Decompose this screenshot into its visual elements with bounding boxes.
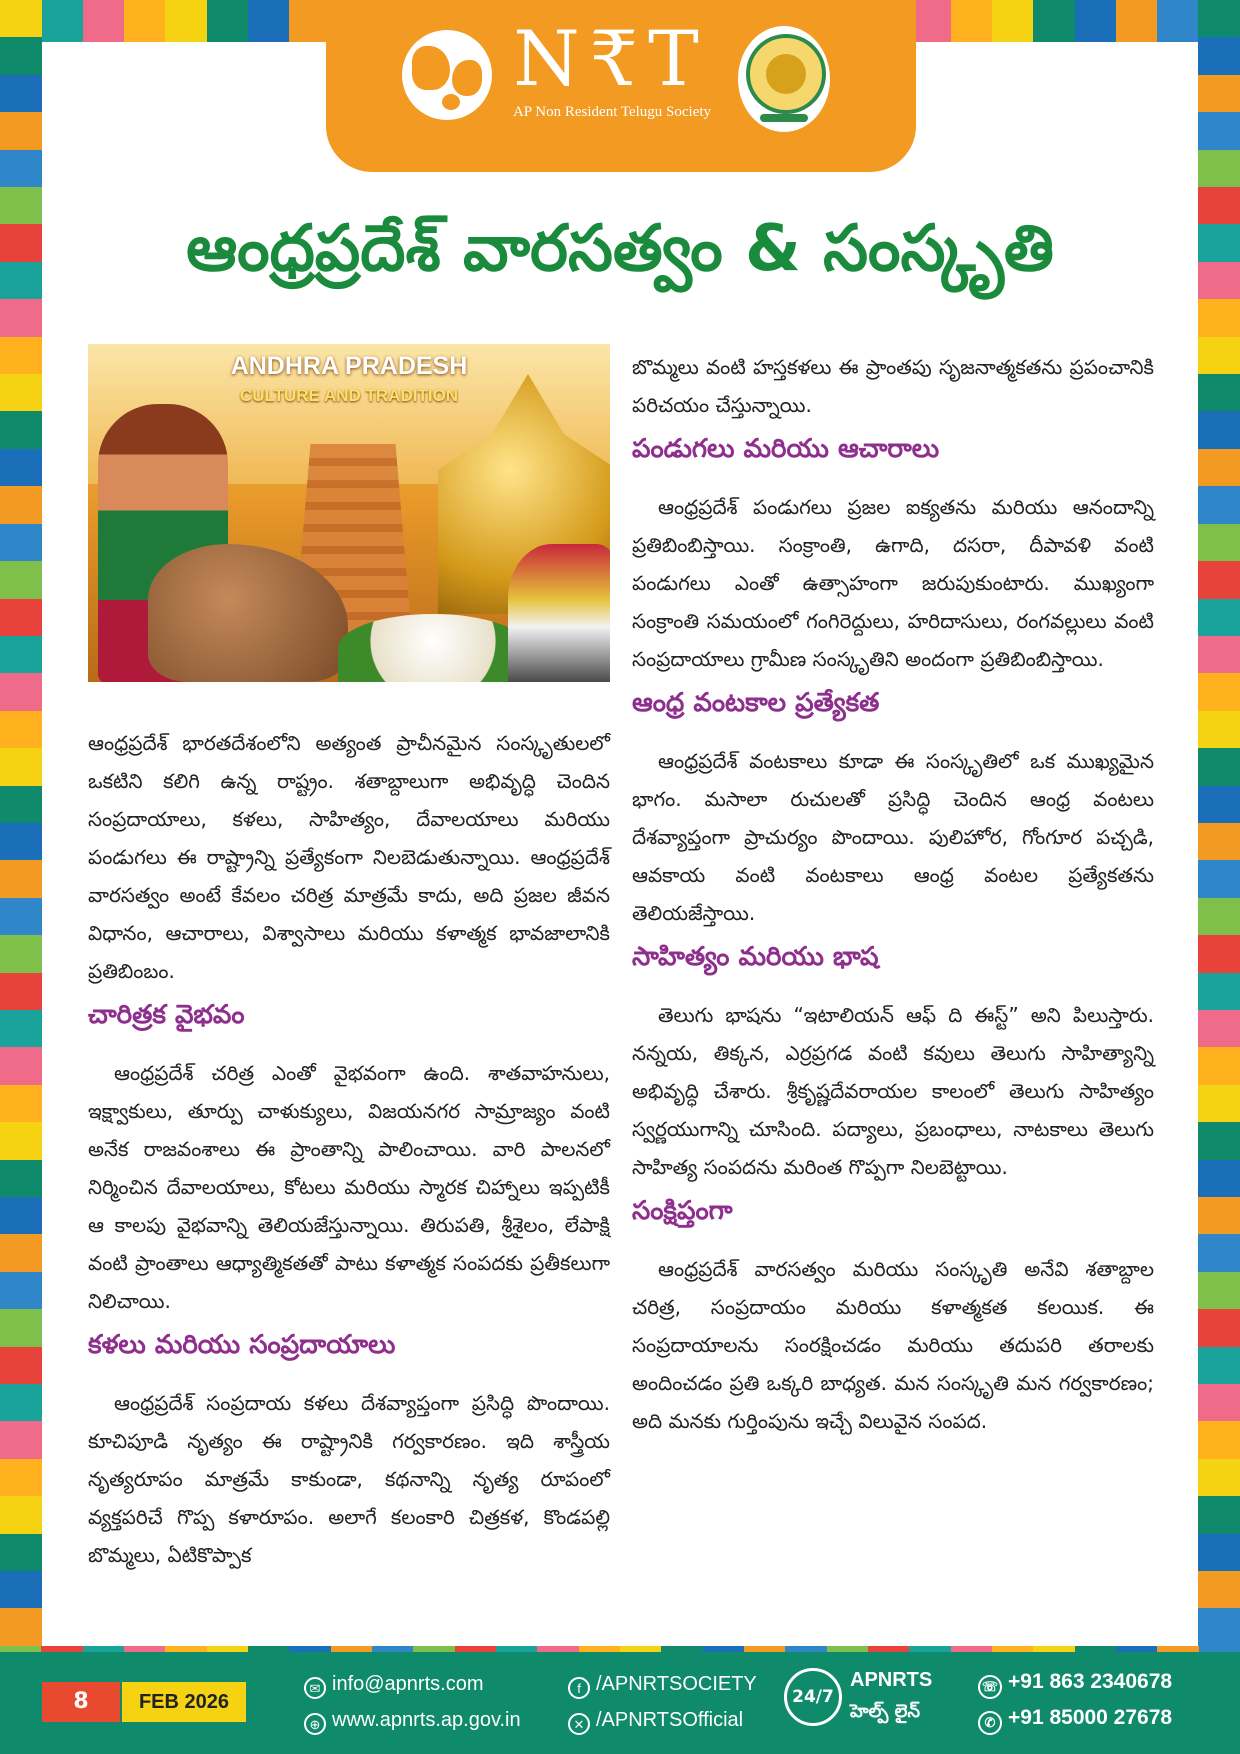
mosaic-tile	[1198, 524, 1240, 561]
facebook-text: /APNRTSOCIETY	[596, 1673, 757, 1695]
mosaic-tile	[0, 786, 42, 823]
mosaic-tile	[1116, 1646, 1157, 1652]
section-body-summary: ఆంధ్రప్రదేశ్ వారసత్వం మరియు సంస్కృతి అనేవి శతాబ్దాల చరిత్ర, సంప్రదాయం మరియు కళాత్మకత కలయిక. ఈ సంప్రదాయాలను సంరక్షించడం మరియు తదుపరి తరాలకు అందించడం ప్రతి ఒక్కరి బాధ్యత. మన సంస్కృతి మన గర్వకారణం; అది మనకు గుర్తింపును ఇచ్చే విలువైన సంపద.	[632, 1257, 1154, 1433]
mosaic-tile	[41, 1646, 82, 1652]
mosaic-tile	[1198, 823, 1240, 860]
mosaic-tile	[165, 1646, 206, 1652]
mosaic-tile	[372, 1646, 413, 1652]
mosaic-tile	[0, 1608, 42, 1645]
footer-phone-1[interactable]	[978, 1668, 1172, 1699]
mosaic-tile	[785, 1646, 826, 1652]
section-body-arts-continued: బొమ్మలు వంటి హస్తకళలు ఈ ప్రాంతపు సృజనాత్మకతను ప్రపంచానికి పరిచయం చేస్తున్నాయి.	[632, 355, 1154, 417]
mosaic-tile	[1198, 1309, 1240, 1346]
mosaic-tile	[1198, 599, 1240, 636]
mosaic-tile	[0, 224, 42, 261]
mosaic-tile	[1198, 1571, 1240, 1608]
helpline-title: APNRTS	[850, 1669, 933, 1691]
mosaic-tile	[1198, 1197, 1240, 1234]
footer-x[interactable]	[568, 1706, 743, 1735]
mosaic-tile	[1033, 0, 1074, 42]
website-text: www.apnrts.ap.gov.in	[332, 1709, 521, 1731]
mosaic-tile	[0, 37, 42, 74]
mosaic-tile	[0, 1234, 42, 1271]
mosaic-tile	[909, 1646, 950, 1652]
footer-mosaic	[0, 1646, 1240, 1652]
mosaic-tile	[0, 1646, 41, 1652]
mosaic-tile	[827, 1646, 868, 1652]
section-heading-summary: సంక్షిప్తంగా	[632, 1196, 733, 1226]
mosaic-tile	[124, 1646, 165, 1652]
mosaic-tile	[0, 973, 42, 1010]
mosaic-tile	[0, 636, 42, 673]
section-heading-literature: సాహిత్యం మరియు భాష	[632, 942, 879, 972]
mosaic-tile	[331, 1646, 372, 1652]
mosaic-tile	[496, 1646, 537, 1652]
mosaic-tile	[413, 1646, 454, 1652]
section-heading-history: చారిత్రక వైభవం	[88, 1000, 245, 1030]
mosaic-tile	[248, 0, 289, 42]
mosaic-tile	[1198, 150, 1240, 187]
mosaic-tile	[1198, 75, 1240, 112]
mosaic-tile	[455, 1646, 496, 1652]
left-border	[0, 0, 42, 1646]
footer-email[interactable]	[304, 1670, 483, 1699]
mosaic-tile	[0, 112, 42, 149]
mosaic-tile	[1198, 636, 1240, 673]
mosaic-tile	[0, 75, 42, 112]
mosaic-tile	[0, 1421, 42, 1458]
mosaic-tile	[1198, 37, 1240, 74]
page-number: 8	[42, 1682, 120, 1722]
mosaic-tile	[1198, 786, 1240, 823]
mosaic-tile	[165, 0, 206, 42]
globe-icon: ⊕	[304, 1713, 326, 1735]
mosaic-tile	[1198, 561, 1240, 598]
mosaic-tile	[1198, 673, 1240, 710]
mosaic-tile	[0, 860, 42, 897]
mosaic-tile	[41, 0, 82, 42]
mosaic-tile	[0, 1272, 42, 1309]
right-border	[1198, 0, 1240, 1646]
mosaic-tile	[289, 1646, 330, 1652]
mosaic-tile	[0, 1047, 42, 1084]
mosaic-tile	[0, 673, 42, 710]
mosaic-tile	[0, 337, 42, 374]
phone-icon: ☏	[978, 1675, 1002, 1699]
mosaic-tile	[0, 823, 42, 860]
section-body-literature: తెలుగు భాషను “ఇటాలియన్ ఆఫ్ ది ఈస్ట్” అని పిలుస్తారు. నన్నయ, తిక్కన, ఎర్రప్రగడ వంటి కవులు తెలుగు సాహిత్యాన్ని అభివృద్ధి చేశారు. శ్రీకృష్ణదేవరాయల కాలంలో తెలుగు సాహిత్యం స్వర్ణయుగాన్ని చూసింది. పద్యాలు, ప్రబంధాలు, నాటకాలు తెలుగు సాహిత్య సంపదను మరింత గొప్పగా నిలబెట్టాయి.	[632, 1003, 1154, 1179]
section-body-history: ఆంధ్రప్రదేశ్ చరిత్ర ఎంతో వైభవంగా ఉంది. శాతవాహనులు, ఇక్ష్వాకులు, తూర్పు చాళుక్యులు, విజయనగర సామ్రాజ్యం వంటి అనేక రాజవంశాలు ఈ ప్రాంతాన్ని పాలించాయి. వారి పాలనలో నిర్మించిన దేవాలయాలు, కోటలు మరియు స్మారక చిహ్నాలు ఇప్పటికీ ఆ కాలపు వైభవాన్ని తెలియజేస్తున్నాయి. తిరుపతి, శ్రీశైలం, లేపాక్షి వంటి ప్రాంతాలు ఆధ్యాత్మికతతో పాటు కళాత్మక సంపదకు ప్రతీకలుగా నిలిచాయి.	[88, 1061, 610, 1313]
mosaic-tile	[1198, 1085, 1240, 1122]
section-heading-cuisine: ఆంధ్ర వంటకాల ప్రత్యేకత	[632, 688, 880, 718]
whatsapp-icon: ✆	[978, 1711, 1002, 1735]
mosaic-tile	[1198, 1421, 1240, 1458]
mosaic-tile	[1198, 711, 1240, 748]
mosaic-tile	[0, 1085, 42, 1122]
mosaic-tile	[1198, 187, 1240, 224]
section-body-festivals: ఆంధ్రప్రదేశ్ పండుగలు ప్రజల ఐక్యతను మరియు ఆనందాన్ని ప్రతిబింబిస్తాయి. సంక్రాంతి, ఉగాది, దసరా, దీపావళి వంటి పండుగలు ఎంతో ఉత్సాహంగా జరుపుకుంటారు. ముఖ్యంగా సంక్రాంతి సమయంలో గంగిరెద్దులు, హరిదాసులు, రంగవల్లులు వంటి సంప్రదాయాలు గ్రామీణ సంస్కృతిని అందంగా ప్రతిబింబిస్తాయి.	[632, 495, 1154, 671]
mosaic-tile	[1116, 0, 1157, 42]
section-heading-festivals: పండుగలు మరియు ఆచారాలు	[632, 434, 940, 464]
mosaic-tile	[1198, 860, 1240, 897]
mosaic-tile	[0, 299, 42, 336]
brand-subtitle: AP Non Resident Telugu Society	[512, 104, 712, 120]
section-heading-arts: కళలు మరియు సంప్రదాయాలు	[88, 1330, 396, 1360]
mosaic-tile	[0, 449, 42, 486]
mosaic-tile	[0, 1571, 42, 1608]
footer-website[interactable]	[304, 1706, 521, 1735]
mosaic-tile	[124, 0, 165, 42]
state-emblem-icon	[738, 26, 830, 132]
x-text: /APNRTSOfficial	[596, 1709, 744, 1731]
mosaic-tile	[1157, 0, 1198, 42]
mosaic-tile	[992, 1646, 1033, 1652]
mosaic-tile	[0, 1122, 42, 1159]
mosaic-tile	[248, 1646, 289, 1652]
mosaic-tile	[0, 1459, 42, 1496]
mosaic-tile	[0, 0, 42, 37]
mosaic-tile	[703, 1646, 744, 1652]
section-body-arts: ఆంధ్రప్రదేశ్ సంప్రదాయ కళలు దేశవ్యాప్తంగా ప్రసిద్ధి పొందాయి. కూచిపూడి నృత్యం ఈ రాష్ట్రానికి గర్వకారణం. ఇది శాస్త్రీయ నృత్యరూపం మాత్రమే కాకుండా, కథనాన్ని నృత్య రూపంలో వ్యక్తపరిచే గొప్ప కళారూపం. అలాగే కలంకారి చిత్రకళ, కొండపల్లి బొమ్మలు, ఏటికొప్పాక	[88, 1391, 610, 1567]
footer-phone-2[interactable]	[978, 1704, 1172, 1735]
mosaic-tile	[1157, 1646, 1198, 1652]
mosaic-tile	[1198, 299, 1240, 336]
mosaic-tile	[289, 0, 330, 42]
mosaic-tile	[951, 0, 992, 42]
mosaic-tile	[0, 374, 42, 411]
mosaic-tile	[661, 1646, 702, 1652]
mosaic-tile	[1198, 1272, 1240, 1309]
page-title: ఆంధ్రప్రదేశ్ వారసత్వం & సంస్కృతి	[186, 212, 1054, 286]
mosaic-tile	[992, 0, 1033, 42]
mosaic-tile	[0, 187, 42, 224]
mosaic-tile	[207, 0, 248, 42]
mosaic-tile	[1198, 1047, 1240, 1084]
mosaic-tile	[537, 1646, 578, 1652]
mosaic-tile	[1198, 1122, 1240, 1159]
hero-banner-title: ANDHRA PRADESH	[230, 352, 468, 380]
mosaic-tile	[0, 1534, 42, 1571]
mosaic-tile	[0, 150, 42, 187]
mosaic-tile	[0, 599, 42, 636]
mosaic-tile	[744, 1646, 785, 1652]
hero-banner-subtitle: CULTURE AND TRADITION	[239, 386, 459, 405]
mail-icon: ✉	[304, 1677, 326, 1699]
footer	[0, 1646, 1240, 1754]
section-body-cuisine: ఆంధ్రప్రదేశ్ వంటకాలు కూడా ఈ సంస్కృతిలో ఒక ముఖ్యమైన భాగం. మసాలా రుచులతో ప్రసిద్ధి చెందిన ఆంధ్ర వంటలు దేశవ్యాప్తంగా ప్రాచుర్యం పొందాయి. పులిహోర, గోంగూర పచ్చడి, ఆవకాయ వంటి వంటకాలు ఆంధ్ర వంటల ప్రత్యేకతను తెలియజేస్తాయి.	[632, 749, 1154, 925]
mosaic-tile	[1198, 898, 1240, 935]
mosaic-tile	[1198, 973, 1240, 1010]
mosaic-tile	[0, 262, 42, 299]
article-column-right	[632, 348, 1154, 1440]
mosaic-tile	[0, 411, 42, 448]
mosaic-tile	[0, 524, 42, 561]
footer-facebook[interactable]	[568, 1670, 757, 1699]
mosaic-tile	[0, 711, 42, 748]
mosaic-tile	[0, 1496, 42, 1533]
intro-paragraph: ఆంధ్రప్రదేశ్ భారతదేశంలోని అత్యంత ప్రాచీనమైన సంస్కృతులలో ఒకటిని కలిగి ఉన్న రాష్ట్రం. శతాబ్దాలుగా అభివృద్ధి చెందిన సంప్రదాయాలు, కళలు, సాహిత్యం, దేవాలయాలు మరియు పండుగలు ఈ రాష్ట్రాన్ని ప్రత్యేకంగా నిలబెడుతున్నాయి. ఆంధ్రప్రదేశ్ వారసత్వం అంటే కేవలం చరిత్ర మాత్రమే కాదు, అది ప్రజల జీవన విధానం, ఆచారాలు, విశ్వాసాలు మరియు కళాత్మక భావజాలానికి ప్రతిబింబం.	[88, 731, 610, 983]
mosaic-tile	[0, 1160, 42, 1197]
phone-1-text: +91 863 2340678	[1008, 1670, 1173, 1693]
globe-icon	[402, 30, 492, 120]
mosaic-tile	[1198, 1160, 1240, 1197]
mosaic-tile	[0, 486, 42, 523]
mosaic-tile	[1075, 0, 1116, 42]
mosaic-tile	[0, 1309, 42, 1346]
mosaic-tile	[1198, 935, 1240, 972]
mosaic-tile	[1198, 262, 1240, 299]
mosaic-tile	[1198, 337, 1240, 374]
mosaic-tile	[1198, 1496, 1240, 1533]
mosaic-tile	[207, 1646, 248, 1652]
hero-image	[88, 344, 610, 682]
mosaic-tile	[620, 1646, 661, 1652]
mosaic-tile	[83, 1646, 124, 1652]
mosaic-tile	[0, 748, 42, 785]
mosaic-tile	[83, 0, 124, 42]
mosaic-tile	[0, 1197, 42, 1234]
mosaic-tile	[0, 898, 42, 935]
mosaic-tile	[1198, 0, 1240, 37]
mosaic-tile	[1198, 449, 1240, 486]
mosaic-tile	[1198, 1459, 1240, 1496]
mosaic-tile	[1198, 1234, 1240, 1271]
email-text: info@apnrts.com	[332, 1673, 484, 1695]
article-column-left	[88, 724, 610, 1574]
mosaic-tile	[1198, 1608, 1240, 1645]
mosaic-tile	[1198, 1384, 1240, 1421]
brand-logo-text: N₹T	[513, 14, 709, 103]
mosaic-tile	[951, 1646, 992, 1652]
mosaic-tile	[0, 561, 42, 598]
mosaic-tile	[1198, 1347, 1240, 1384]
x-icon: ✕	[568, 1713, 590, 1735]
mosaic-tile	[0, 1384, 42, 1421]
mosaic-tile	[1198, 411, 1240, 448]
mosaic-tile	[1198, 224, 1240, 261]
mosaic-tile	[1033, 1646, 1074, 1652]
mosaic-tile	[1199, 1646, 1240, 1652]
mosaic-tile	[1198, 1010, 1240, 1047]
phone-2-text: +91 85000 27678	[1008, 1706, 1173, 1729]
mosaic-tile	[1075, 1646, 1116, 1652]
helpline-badge: 24/7	[784, 1668, 842, 1726]
mosaic-tile	[0, 1347, 42, 1384]
facebook-icon: f	[568, 1677, 590, 1699]
mosaic-tile	[0, 935, 42, 972]
mosaic-tile	[1198, 374, 1240, 411]
decorated-bull	[508, 544, 610, 682]
mosaic-tile	[1198, 112, 1240, 149]
mosaic-tile	[868, 1646, 909, 1652]
food-platter	[338, 614, 528, 682]
mosaic-tile	[1198, 486, 1240, 523]
mosaic-tile	[1198, 1534, 1240, 1571]
helpline-label: హెల్ప్ లైన్	[850, 1701, 920, 1722]
mosaic-tile	[579, 1646, 620, 1652]
mosaic-tile	[0, 1010, 42, 1047]
issue-date: FEB 2026	[122, 1682, 246, 1722]
mosaic-tile	[1198, 748, 1240, 785]
